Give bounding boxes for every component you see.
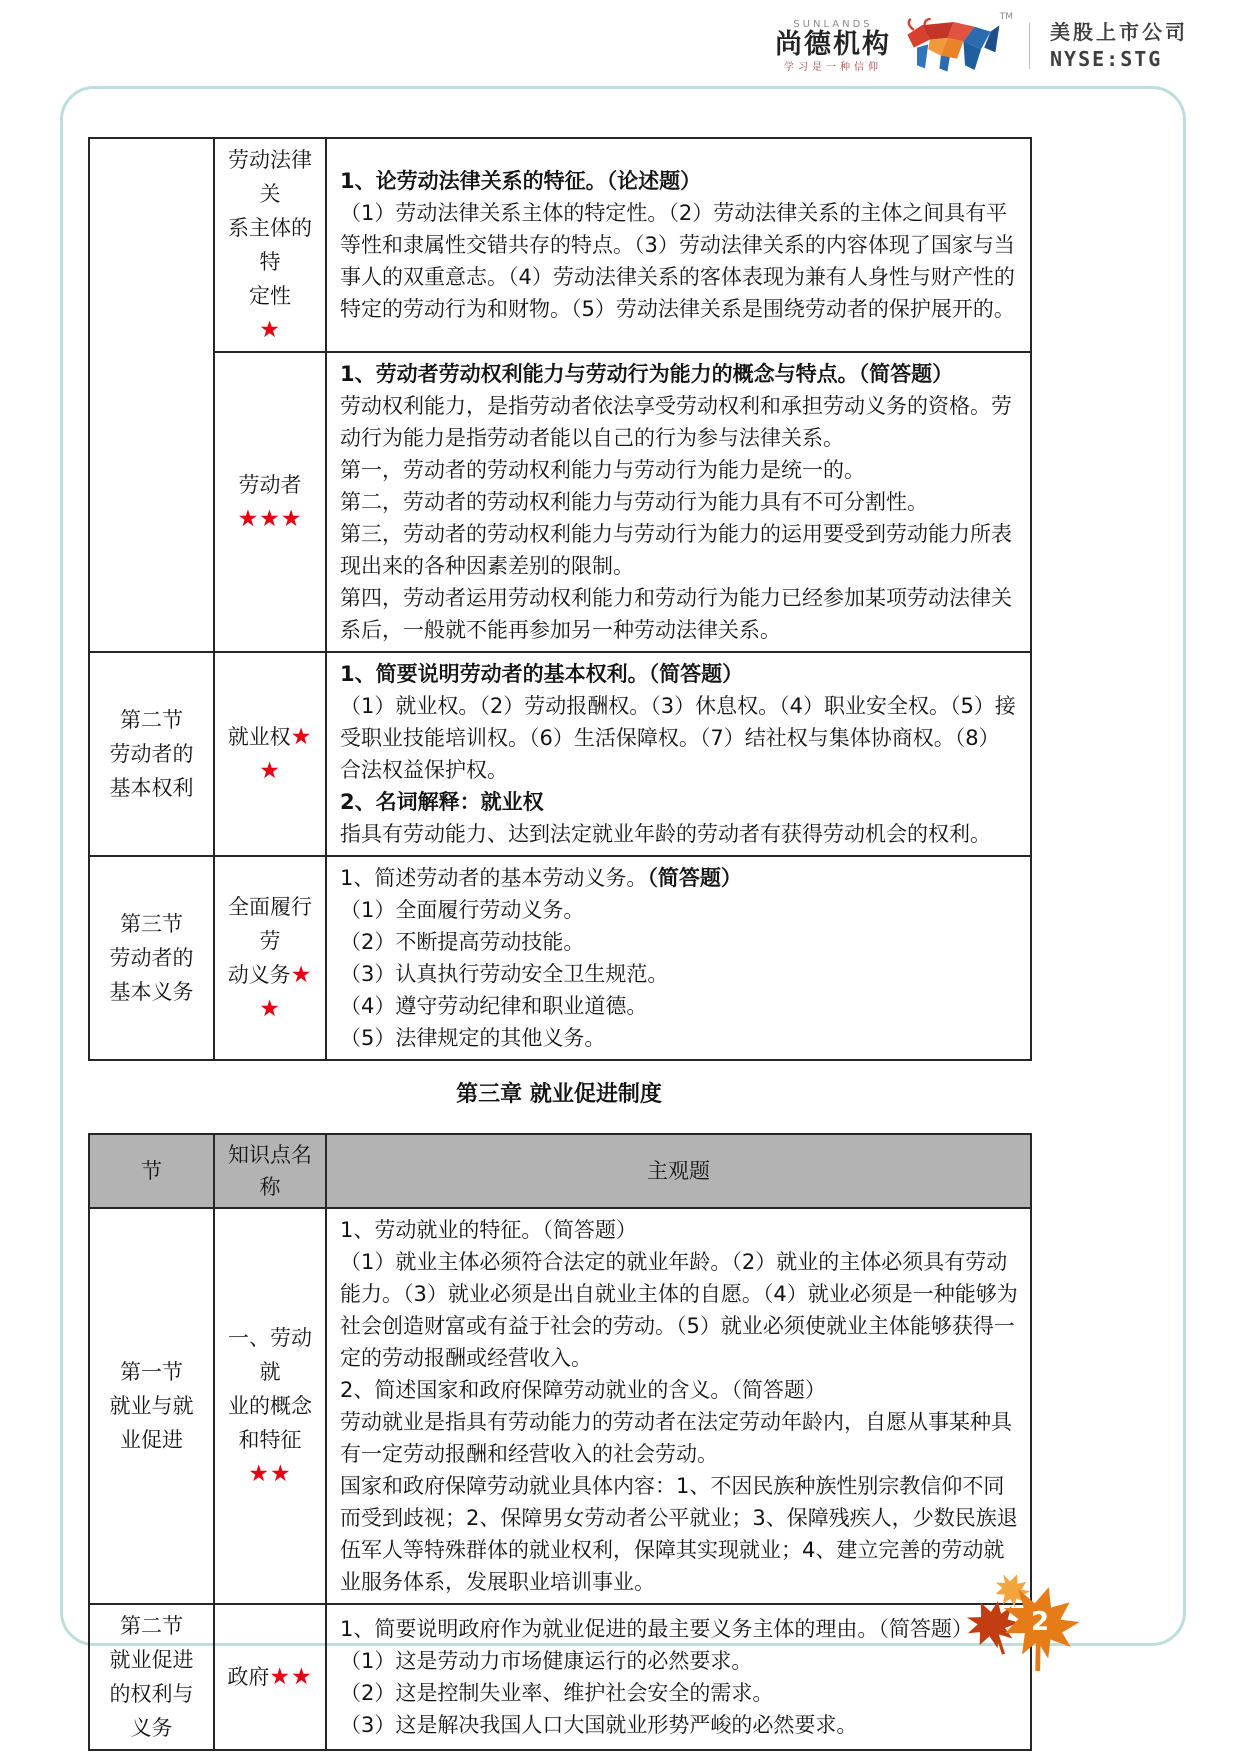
content-paragraph xyxy=(340,1677,1020,1709)
importance-stars: ★★ xyxy=(248,1461,292,1487)
text-run: （2）不断提高劳动技能。 xyxy=(340,930,585,954)
listing-line2: NYSE:STG xyxy=(1050,47,1163,71)
knowledge-point-line xyxy=(218,720,322,788)
content-paragraph xyxy=(340,786,1020,818)
content-paragraph xyxy=(340,1613,1020,1645)
subjective-content-cell xyxy=(326,1208,1031,1604)
column-header-section: 节 xyxy=(89,1134,214,1208)
content-paragraph xyxy=(340,454,1020,486)
text-run: 第二，劳动者的劳动权利能力与劳动行为能力具有不可分割性。 xyxy=(340,490,928,514)
content-paragraph xyxy=(340,486,1020,518)
text-run: 就业与就 xyxy=(109,1394,194,1418)
table-header-row xyxy=(89,1134,1031,1208)
text-run: （1）全面履行劳动义务。 xyxy=(340,898,585,922)
content-paragraph xyxy=(340,1246,1020,1374)
knowledge-point-cell xyxy=(214,856,326,1060)
table-row xyxy=(89,352,1031,652)
section-line xyxy=(93,1643,210,1677)
text-run: （3）认真执行劳动安全卫生规范。 xyxy=(340,962,669,986)
text-run: 1、简要说明劳动者的基本权利。（简答题） xyxy=(340,662,744,686)
text-run: 就业权 xyxy=(227,725,291,749)
knowledge-table-chapter3 xyxy=(88,1133,1032,1751)
text-run: 第一节 xyxy=(120,1360,183,1384)
text-run: 劳动就业是指具有劳动能力的劳动者在法定劳动年龄内，自愿从事某种具有一定劳动报酬和经营收入的社会劳动。 xyxy=(340,1410,1012,1466)
knowledge-point-cell xyxy=(214,652,326,856)
sunlands-wordmark xyxy=(775,19,891,73)
content-paragraph xyxy=(340,1406,1020,1470)
maple-leaf-icon xyxy=(956,1566,1090,1680)
text-run: 业的概念 xyxy=(228,1394,312,1418)
text-run: 政府 xyxy=(227,1665,270,1689)
knowledge-point-line xyxy=(218,890,322,958)
header-brand xyxy=(775,12,1188,76)
chapter-heading: 第三章 就业促进制度 xyxy=(456,1082,662,1107)
subjective-content-cell xyxy=(326,652,1031,856)
text-run: 就业促进 xyxy=(109,1648,194,1672)
text-run: 和特征 xyxy=(238,1428,302,1452)
text-run: 系主体的特 xyxy=(228,216,312,274)
text-run: 第二节 xyxy=(120,1614,183,1638)
table-row xyxy=(89,1208,1031,1604)
subjective-content-cell xyxy=(326,1604,1031,1750)
content-paragraph xyxy=(340,1214,1020,1246)
section-cell xyxy=(89,1604,214,1750)
section-cell xyxy=(89,652,214,856)
knowledge-point-cell xyxy=(214,1208,326,1604)
text-run: （1）这是劳动力市场健康运行的必然要求。 xyxy=(340,1649,753,1673)
knowledge-point-line xyxy=(218,1660,322,1694)
section-line xyxy=(93,975,210,1009)
content-paragraph xyxy=(340,658,1020,690)
page-content xyxy=(88,137,1030,1751)
header-divider xyxy=(1029,23,1030,69)
section-line xyxy=(93,1711,210,1745)
text-run: 1、劳动就业的特征。（简答题） xyxy=(340,1218,637,1242)
content-paragraph xyxy=(340,1374,1020,1406)
section-line xyxy=(93,737,210,771)
importance-stars: ★★ xyxy=(259,962,313,1022)
content-paragraph xyxy=(340,990,1020,1022)
section-line xyxy=(93,1355,210,1389)
tm-mark: TM xyxy=(999,12,1013,22)
content-paragraph xyxy=(340,518,1020,582)
knowledge-table-chapter2 xyxy=(88,137,1032,1061)
brand-name-en: SUNLANDS xyxy=(793,19,873,31)
subjective-content-cell xyxy=(326,856,1031,1060)
text-run: 劳动者 xyxy=(238,473,302,497)
section-line xyxy=(93,1677,210,1711)
section-line xyxy=(93,703,210,737)
text-run: 一、劳动就 xyxy=(228,1326,312,1384)
text-run: 基本权利 xyxy=(109,776,194,800)
subjective-content-cell xyxy=(326,138,1031,352)
table-row xyxy=(89,652,1031,856)
text-run: 劳动法律关 xyxy=(228,148,312,206)
section-line xyxy=(93,1609,210,1643)
text-run: （4）遵守劳动纪律和职业道德。 xyxy=(340,994,648,1018)
knowledge-point-line xyxy=(218,468,322,502)
text-run: 2、简述国家和政府保障劳动就业的含义。（简答题） xyxy=(340,1378,826,1402)
bull-logo-icon xyxy=(901,12,1013,76)
content-paragraph xyxy=(340,690,1020,786)
text-run: 国家和政府保障劳动就业具体内容：1、不因民族种族性别宗教信仰不同而受到歧视；2、保障男女劳动者公平就业；3、保障残疾人，少数民族退伍军人等特殊群体的就业权利，保障其实现就业；4、建立完善的劳动就业服务体系，发展职业培训事业。 xyxy=(340,1474,1018,1594)
page-number: 2 xyxy=(1030,1607,1050,1637)
content-paragraph xyxy=(340,958,1020,990)
bull-logo-svg xyxy=(901,16,1005,76)
content-paragraph xyxy=(340,1709,1020,1741)
knowledge-point-cell xyxy=(214,1604,326,1750)
section-line xyxy=(93,1389,210,1423)
text-run: 劳动者的 xyxy=(109,946,194,970)
knowledge-point-line xyxy=(218,1423,322,1457)
content-paragraph xyxy=(340,862,1020,894)
text-run: （1）就业权。（2）劳动报酬权。（3）休息权。（4）职业安全权。（5）接受职业技能培训权。（6）生活保障权。（7）结社权与集体协商权。（8）合法权益保护权。 xyxy=(340,694,1016,782)
column-header-subjective-questions: 主观题 xyxy=(326,1134,1031,1208)
text-run: 指具有劳动能力、达到法定就业年龄的劳动者有获得劳动机会的权利。 xyxy=(340,822,991,846)
text-run: 第三节 xyxy=(120,912,183,936)
text-run: 第一，劳动者的劳动权利能力与劳动行为能力是统一的。 xyxy=(340,458,865,482)
knowledge-point-line xyxy=(218,279,322,313)
knowledge-point-line xyxy=(218,502,322,536)
text-run: 第二节 xyxy=(120,708,183,732)
content-paragraph xyxy=(340,390,1020,454)
content-paragraph xyxy=(340,894,1020,926)
importance-stars: ★★★ xyxy=(237,506,303,532)
text-run: 第三，劳动者的劳动权利能力与劳动行为能力的运用要受到劳动能力所表现出来的各种因素差别的限制。 xyxy=(340,522,1012,578)
importance-stars: ★ xyxy=(259,317,281,343)
text-run: 1、简要说明政府作为就业促进的最主要义务主体的理由。（简答题） xyxy=(340,1617,973,1641)
listing-line1: 美股上市公司 xyxy=(1050,20,1188,44)
text-run: （3）这是解决我国人口大国就业形势严峻的必然要求。 xyxy=(340,1713,858,1737)
section-line xyxy=(93,1423,210,1457)
knowledge-point-line xyxy=(218,1389,322,1423)
text-run: 1、简述劳动者的基本劳动义务。 xyxy=(340,866,648,890)
table-row xyxy=(89,138,1031,352)
text-run: 全面履行劳 xyxy=(228,895,312,953)
table-row xyxy=(89,1604,1031,1750)
knowledge-point-cell xyxy=(214,352,326,652)
section-cell xyxy=(89,856,214,1060)
knowledge-point-cell xyxy=(214,138,326,352)
text-run: 的权利与 xyxy=(109,1682,194,1706)
content-paragraph xyxy=(340,1470,1020,1598)
content-paragraph xyxy=(340,926,1020,958)
text-run: 动义务 xyxy=(227,963,291,987)
text-run: 义务 xyxy=(130,1716,173,1740)
text-run: （1）就业主体必须符合法定的就业年龄。（2）就业的主体必须具有劳动能力。（3）就业必须是出自就业主体的自愿。（4）就业必须是一种能够为社会创造财富或有益于社会的劳动。（5）就业必须使就业主体能够获得一定的劳动报酬或经营收入。 xyxy=(340,1250,1018,1370)
brand-slogan: 学习是一种信仰 xyxy=(784,61,882,73)
text-run: 2、名词解释：就业权 xyxy=(340,790,544,814)
content-paragraph xyxy=(340,197,1020,325)
section-line xyxy=(93,771,210,805)
text-run: 1、劳动者劳动权利能力与劳动行为能力的概念与特点。（简答题） xyxy=(340,362,954,386)
text-run: 劳动权利能力，是指劳动者依法享受劳动权利和承担劳动义务的资格。劳动行为能力是指劳动者能以自己的行为参与法律关系。 xyxy=(340,394,1012,450)
text-run: （5）法律规定的其他义务。 xyxy=(340,1026,606,1050)
text-run: 定性 xyxy=(249,284,291,308)
text-run: 1、论劳动法律关系的特征。（论述题） xyxy=(340,169,702,193)
content-paragraph xyxy=(340,818,1020,850)
importance-stars: ★★ xyxy=(259,724,313,784)
knowledge-point-line xyxy=(218,1457,322,1491)
text-run: （1）劳动法律关系主体的特定性。（2）劳动法律关系的主体之间具有平等性和隶属性交错共存的特点。（3）劳动法律关系的内容体现了国家与当事人的双重意志。（4）劳动法律关系的客体表现为兼有人身性与财产性的特定的劳动行为和财物。（5）劳动法律关系是围绕劳动者的保护展开的。 xyxy=(340,201,1015,321)
knowledge-point-line xyxy=(218,143,322,211)
knowledge-point-line xyxy=(218,958,322,1026)
text-run: （2）这是控制失业率、维护社会安全的需求。 xyxy=(340,1681,774,1705)
subjective-content-cell xyxy=(326,352,1031,652)
text-run: （简答题） xyxy=(647,866,742,890)
content-paragraph xyxy=(340,165,1020,197)
knowledge-point-line xyxy=(218,313,322,347)
knowledge-point-line xyxy=(218,211,322,279)
content-paragraph xyxy=(340,358,1020,390)
section-cell xyxy=(89,1208,214,1604)
text-run: 第四，劳动者运用劳动权利能力和劳动行为能力已经参加某项劳动法律关系后，一般就不能再参加另一种劳动法律关系。 xyxy=(340,586,1012,642)
text-run: 劳动者的 xyxy=(109,742,194,766)
content-paragraph xyxy=(340,1022,1020,1054)
column-header-knowledge-point: 知识点名称 xyxy=(214,1134,326,1208)
text-run: 业促进 xyxy=(120,1428,183,1452)
listing-info xyxy=(1050,19,1188,73)
section-line xyxy=(93,941,210,975)
section-line xyxy=(93,907,210,941)
importance-stars: ★★ xyxy=(269,1664,313,1690)
page-footer-decoration xyxy=(956,1566,1090,1680)
knowledge-point-line xyxy=(218,1321,322,1389)
brand-name-cn: 尚德机构 xyxy=(775,29,891,61)
content-paragraph xyxy=(340,1645,1020,1677)
table-row xyxy=(89,856,1031,1060)
content-paragraph xyxy=(340,582,1020,646)
text-run: 基本义务 xyxy=(109,980,194,1004)
section-cell xyxy=(89,138,214,652)
